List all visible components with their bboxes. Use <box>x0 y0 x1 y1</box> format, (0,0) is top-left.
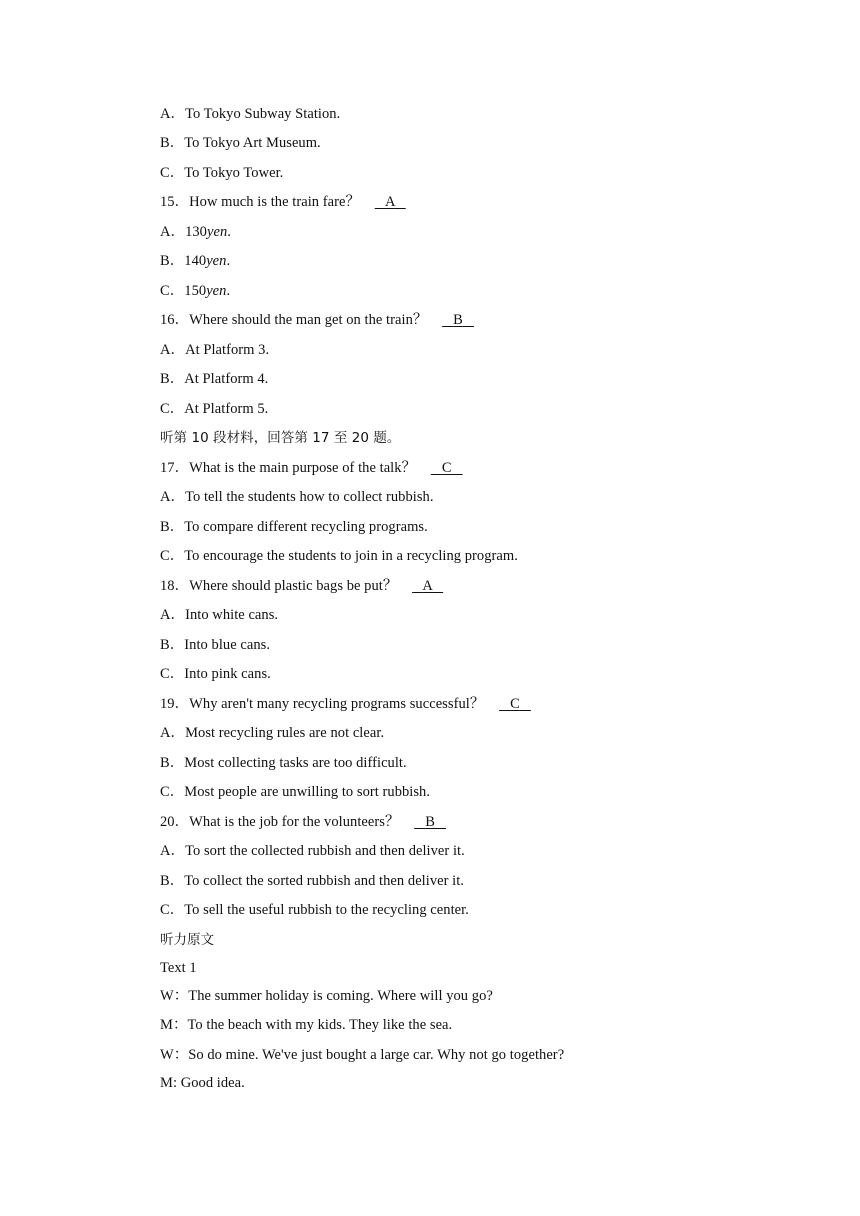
option-unit: yen <box>206 224 228 240</box>
option-letter: B． <box>160 755 185 771</box>
heading-text: 听第 10 段材料，回答第 17 至 20 题。 <box>160 430 401 446</box>
option-text: To tell the students how to collect rubbish. <box>185 489 434 505</box>
answer-option <box>160 782 430 802</box>
question <box>160 458 463 478</box>
speaker: M： <box>160 1017 188 1033</box>
dialog-line <box>160 1015 452 1035</box>
option-letter: C． <box>160 666 185 682</box>
answer-option <box>160 635 270 655</box>
section-heading <box>160 930 214 950</box>
question <box>160 812 446 832</box>
option-letter: A． <box>160 342 186 358</box>
option-text: To Tokyo Tower. <box>184 165 284 181</box>
option-text: To encourage the students to join in a recycling program. <box>184 548 518 564</box>
option-letter: C． <box>160 784 185 800</box>
option-letter: C． <box>160 548 185 564</box>
question-text: What is the main purpose of the talk？ <box>189 460 417 476</box>
option-end: . <box>227 224 231 240</box>
answer-blank <box>412 578 443 594</box>
answer-blank <box>442 312 474 328</box>
text-line <box>160 1073 245 1093</box>
option-text: To compare different recycling programs. <box>184 519 428 535</box>
answer-option <box>160 871 464 891</box>
answer-option <box>160 399 268 419</box>
option-text: At Platform 3. <box>185 342 270 358</box>
question <box>160 192 406 212</box>
option-text: To collect the sorted rubbish and then deliver it. <box>184 873 465 889</box>
answer-option <box>160 664 271 684</box>
option-letter: B． <box>160 637 185 653</box>
answer-option <box>160 517 428 537</box>
dialog-text: So do mine. We've just bought a large car. Why not go together? <box>188 1047 565 1063</box>
answer-option <box>160 163 283 183</box>
answer-option <box>160 841 465 861</box>
option-letter: A． <box>160 224 186 240</box>
option-unit: yen <box>206 253 227 269</box>
option-letter: C． <box>160 401 185 417</box>
option-letter: B． <box>160 135 185 151</box>
answer-blank <box>431 460 463 476</box>
option-letter: B． <box>160 519 185 535</box>
heading-text: 听力原文 <box>160 932 215 948</box>
answer-blank <box>414 814 446 830</box>
option-letter: A． <box>160 489 186 505</box>
dialog-line <box>160 1045 564 1065</box>
option-text: To sell the useful rubbish to the recycling center. <box>184 902 469 918</box>
answer-letter: A <box>384 194 395 210</box>
line-text: Text 1 <box>160 960 197 976</box>
answer-option <box>160 605 278 625</box>
option-text: Most people are unwilling to sort rubbish. <box>184 784 431 800</box>
answer-option <box>160 104 340 124</box>
option-letter: C． <box>160 165 185 181</box>
speaker: W： <box>160 988 189 1004</box>
dialog-line <box>160 986 493 1006</box>
answer-letter: C <box>441 460 452 476</box>
option-text: At Platform 4. <box>184 371 269 387</box>
question-number: 20． <box>160 814 190 830</box>
answer-gap <box>397 578 412 594</box>
option-text: 150 <box>184 283 207 299</box>
answer-letter: B <box>425 814 435 830</box>
answer-option <box>160 133 321 153</box>
option-text: Most recycling rules are not clear. <box>185 725 385 741</box>
option-end: . <box>226 283 231 299</box>
option-text: Into white cans. <box>185 607 279 623</box>
question-text: Why aren't many recycling programs successful？ <box>189 696 485 712</box>
option-letter: B． <box>160 253 185 269</box>
question-number: 16． <box>160 312 190 328</box>
option-text: At Platform 5. <box>184 401 269 417</box>
section-heading <box>160 428 400 448</box>
answer-letter: A <box>422 578 433 594</box>
question-number: 17． <box>160 460 190 476</box>
dialog-text: The summer holiday is coming. Where will you go? <box>188 988 493 1004</box>
option-letter: C． <box>160 283 185 299</box>
answer-option <box>160 222 231 242</box>
answer-gap <box>360 194 375 210</box>
question-text: Where should the man get on the train？ <box>189 312 428 328</box>
option-letter: B． <box>160 873 185 889</box>
answer-gap <box>400 814 415 830</box>
question <box>160 310 474 330</box>
option-end: . <box>226 253 231 269</box>
option-text: Into blue cans. <box>184 637 270 653</box>
question <box>160 694 531 714</box>
option-text: To Tokyo Subway Station. <box>185 106 341 122</box>
option-letter: A． <box>160 843 186 859</box>
option-letter: A． <box>160 607 186 623</box>
answer-option <box>160 900 469 920</box>
question-text: What is the job for the volunteers？ <box>189 814 400 830</box>
option-text: Into pink cans. <box>184 666 271 682</box>
speaker: W： <box>160 1047 189 1063</box>
option-text: To sort the collected rubbish and then deliver it. <box>185 843 465 859</box>
answer-blank <box>375 194 406 210</box>
answer-option <box>160 281 230 301</box>
question-text: Where should plastic bags be put？ <box>189 578 398 594</box>
answer-gap <box>416 460 431 476</box>
option-letter: C． <box>160 902 185 918</box>
dialog-text: To the beach with my kids. They like the sea. <box>187 1017 453 1033</box>
question-number: 18． <box>160 578 190 594</box>
answer-option <box>160 723 384 743</box>
answer-option <box>160 546 518 566</box>
answer-option <box>160 753 407 773</box>
option-unit: yen <box>206 283 227 299</box>
answer-option <box>160 487 434 507</box>
option-letter: A． <box>160 106 186 122</box>
answer-gap <box>484 696 499 712</box>
option-letter: B． <box>160 371 185 387</box>
option-text: 140 <box>184 253 207 269</box>
option-text: Most collecting tasks are too difficult. <box>184 755 407 771</box>
text-line <box>160 958 197 978</box>
answer-letter: C <box>510 696 520 712</box>
option-text: 130 <box>185 224 207 240</box>
option-text: To Tokyo Art Museum. <box>184 135 321 151</box>
answer-option <box>160 340 269 360</box>
question <box>160 576 443 596</box>
answer-letter: B <box>453 312 463 328</box>
answer-blank <box>499 696 531 712</box>
answer-option <box>160 369 268 389</box>
question-number: 19． <box>160 696 190 712</box>
answer-option <box>160 251 230 271</box>
question-text: How much is the train fare？ <box>189 194 361 210</box>
line-text: M: Good idea. <box>160 1075 245 1091</box>
question-number: 15． <box>160 194 190 210</box>
option-letter: A． <box>160 725 186 741</box>
answer-gap <box>427 312 442 328</box>
